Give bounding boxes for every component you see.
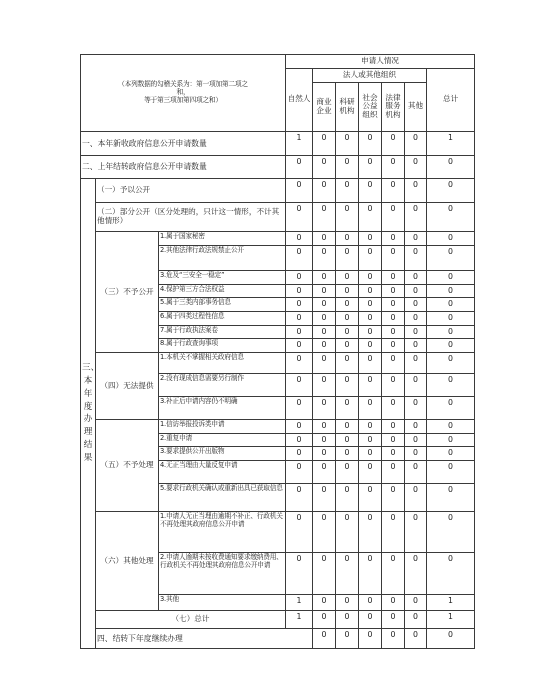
group-1-value: 0 [286,178,313,202]
group-3-item-value: 0 [313,325,336,339]
group-5-item-value: 0 [336,447,359,461]
group-5-item-label: 5.要求行政机关确认或重新出具已获取信息 [159,484,286,512]
group-6-item-value: 0 [313,595,336,611]
group-5-item-value: 0 [382,484,405,512]
group-1-value: 0 [427,178,475,202]
group-3-item-value: 0 [382,298,405,312]
group-5-item-value: 0 [427,461,475,484]
group-7-value: 0 [359,611,382,629]
col-research: 科研机构 [336,83,359,131]
group-4-item-value: 0 [405,352,427,373]
group-3-item-value: 0 [313,284,336,298]
row-value: 0 [286,155,313,178]
group-3-item-value: 0 [336,312,359,326]
group-5-item-value: 0 [382,447,405,461]
group-4-item-value: 0 [427,397,475,420]
government-info-disclosure-table [80,54,475,649]
group-5-item-value: 0 [286,447,313,461]
group-4-item-value: 0 [359,352,382,373]
group-2-value: 0 [313,202,336,231]
group-6-item-value: 0 [382,512,405,553]
group-4-item-value: 0 [336,352,359,373]
col-public-welfare: 社会公益组织 [359,83,382,131]
group-5-item-value: 0 [336,484,359,512]
group-6-item-value: 0 [382,553,405,595]
group-4-item-value: 0 [336,373,359,396]
row-value: 0 [313,131,336,155]
note-line-2: 和， [176,87,190,96]
group-3-item-label: 6.属于四类过程性信息 [159,312,286,326]
group-3-item-value: 0 [313,339,336,353]
group-5-item-label: 2.重复申请 [159,433,286,447]
group-5-item-value: 0 [359,484,382,512]
group-6-item-label: 3.其他 [159,595,286,611]
table-row [81,420,475,434]
group-7-value: 0 [336,611,359,629]
row-value: 0 [336,131,359,155]
group-3-item-value: 0 [336,325,359,339]
group-6-item-value: 0 [359,553,382,595]
group-2-value: 0 [336,202,359,231]
group-4-item-value: 0 [427,373,475,396]
group-6-item-value: 1 [286,595,313,611]
group-5-item-value: 0 [286,420,313,434]
group-4-item-value: 0 [313,373,336,396]
group-2-value: 0 [405,202,427,231]
group-5-item-value: 0 [427,484,475,512]
group-1-value: 0 [313,178,336,202]
row-4-value: 0 [427,628,475,648]
group-5-item-value: 0 [427,447,475,461]
table-row [81,155,475,178]
group-3-item-value: 0 [382,245,405,270]
group-3-label: （三）不予公开 [96,232,159,353]
group-4-item-value: 0 [313,352,336,373]
group-5-item-value: 0 [359,461,382,484]
group-3-item-value: 0 [382,325,405,339]
row-4-value: 0 [382,628,405,648]
table-row [81,628,475,648]
group-3-item-value: 0 [427,325,475,339]
group-5-item-value: 0 [286,461,313,484]
row-value: 1 [286,131,313,155]
group-3-item-value: 0 [286,284,313,298]
group-6-item-label: 1.申请人无正当理由逾期不补正、行政机关不再处理其政府信息公开申请 [159,512,286,553]
group-5-item-value: 0 [313,447,336,461]
row-value: 1 [427,131,475,155]
group-3-item-label: 1.属于国家秘密 [159,232,286,246]
group-4-item-label: 3.补正后申请内容仍不明确 [159,397,286,420]
group-3-item-value: 0 [336,298,359,312]
group-5-item-label: 1.信访举报投诉类申请 [159,420,286,434]
group-6-item-value: 0 [336,512,359,553]
group-3-item-value: 0 [427,232,475,246]
group-3-item-value: 0 [359,245,382,270]
group-3-item-value: 0 [359,298,382,312]
group-2-value: 0 [286,202,313,231]
group-5-item-value: 0 [286,433,313,447]
note-line-1: （本列数据的勾稽关系为：第一项加第二项之 [118,79,248,88]
col-natural-person: 自然人 [286,68,313,131]
group-3-item-value: 0 [427,312,475,326]
group-5-item-value: 0 [382,461,405,484]
group-5-item-value: 0 [313,420,336,434]
group-4-item-value: 0 [286,373,313,396]
group-3-item-value: 0 [286,312,313,326]
group-3-item-value: 0 [313,245,336,270]
group-3-item-label: 4.保护第三方合法权益 [159,284,286,298]
applicant-status-header: 申请人情况 [286,55,475,69]
table-row [81,131,475,155]
group-5-item-value: 0 [286,484,313,512]
group-4-item-value: 0 [405,373,427,396]
group-3-item-label: 7.属于行政执法案卷 [159,325,286,339]
group-5-item-value: 0 [427,433,475,447]
group-3-item-value: 0 [382,232,405,246]
group-1-value: 0 [359,178,382,202]
table-row [81,232,475,246]
group-4-item-value: 0 [405,397,427,420]
row-4-value: 0 [359,628,382,648]
group-4-item-label: 2.没有现成信息需要另行制作 [159,373,286,396]
group-3-item-value: 0 [359,271,382,285]
group-6-item-value: 0 [382,595,405,611]
group-3-item-value: 0 [359,339,382,353]
group-3-item-value: 0 [405,325,427,339]
group-3-item-value: 0 [382,284,405,298]
group-4-item-value: 0 [336,397,359,420]
group-4-item-value: 0 [382,397,405,420]
table-row [81,178,475,202]
row-4-label: 四、结转下年度继续办理 [96,628,313,648]
group-6-label: （六）其他处理 [96,512,159,611]
col-total: 总计 [427,68,475,131]
row-value: 0 [336,155,359,178]
group-6-item-label: 2.申请人逾期未按收费通知要求缴纳费用、行政机关不再处理其政府信息公开申请 [159,553,286,595]
group-5-item-value: 0 [405,484,427,512]
group-6-item-value: 1 [427,595,475,611]
col-commercial: 商业企业 [313,83,336,131]
row-value: 0 [313,155,336,178]
group-3-item-value: 0 [405,271,427,285]
group-4-item-label: 1.本机关不掌握相关政府信息 [159,352,286,373]
group-6-item-value: 0 [405,512,427,553]
group-5-item-label: 4.无正当理由大量反复申请 [159,461,286,484]
group-5-item-value: 0 [405,420,427,434]
group-3-item-value: 0 [405,232,427,246]
group-5-item-value: 0 [359,433,382,447]
group-5-item-value: 0 [382,433,405,447]
group-5-item-value: 0 [405,433,427,447]
group-1-value: 0 [336,178,359,202]
table-row [81,611,475,629]
group-7-value: 0 [313,611,336,629]
group-6-item-value: 0 [405,553,427,595]
note-cell [81,55,286,132]
group-7-label: （七）总计 [96,611,286,629]
group-3-item-value: 0 [286,245,313,270]
row-value: 0 [359,155,382,178]
group-3-item-value: 0 [359,325,382,339]
group-3-item-value: 0 [359,284,382,298]
group-3-item-value: 0 [336,271,359,285]
group-6-item-value: 0 [336,595,359,611]
group-3-item-label: 5.属于三类内部事务信息 [159,298,286,312]
row-4-value: 0 [336,628,359,648]
row-label: 二、上年结转政府信息公开申请数量 [81,155,286,178]
row-value: 0 [382,131,405,155]
group-3-item-value: 0 [313,271,336,285]
group-6-item-value: 0 [359,595,382,611]
row-label: 一、本年新收政府信息公开申请数量 [81,131,286,155]
group-3-item-value: 0 [427,298,475,312]
group-3-item-value: 0 [405,298,427,312]
group-1-label: （一）予以公开 [96,178,286,202]
row-value: 0 [427,155,475,178]
group-4-item-value: 0 [359,397,382,420]
row-value: 0 [405,155,427,178]
group-3-item-label: 2.其他法律行政法规禁止公开 [159,245,286,270]
row-4-value: 0 [313,628,336,648]
group-5-item-value: 0 [382,420,405,434]
group-4-label: （四）无法提供 [96,352,159,419]
group-6-item-value: 0 [405,595,427,611]
group-3-item-value: 0 [286,271,313,285]
group-6-item-value: 0 [427,512,475,553]
row-value: 0 [405,131,427,155]
row-value: 0 [382,155,405,178]
col-legal-service: 法律服务机构 [382,83,405,131]
group-3-item-value: 0 [313,312,336,326]
group-4-item-value: 0 [382,373,405,396]
group-5-item-label: 3.要求提供公开出版物 [159,447,286,461]
group-3-item-value: 0 [313,298,336,312]
group-5-item-value: 0 [359,447,382,461]
group-3-item-value: 0 [382,339,405,353]
table-row [81,512,475,553]
group-1-value: 0 [382,178,405,202]
group-4-item-value: 0 [382,352,405,373]
group-3-item-value: 0 [286,325,313,339]
group-3-item-value: 0 [313,232,336,246]
group-5-item-value: 0 [427,420,475,434]
group-3-item-value: 0 [359,232,382,246]
group-4-item-value: 0 [313,397,336,420]
col-other: 其他 [405,83,427,131]
row-4-value: 0 [405,628,427,648]
group-2-value: 0 [359,202,382,231]
group-3-item-value: 0 [336,245,359,270]
group-6-item-value: 0 [313,512,336,553]
section-3-label: 三、本年度办理结果 [81,178,96,648]
group-3-item-value: 0 [286,232,313,246]
group-6-item-value: 0 [427,553,475,595]
group-5-item-value: 0 [313,461,336,484]
group-3-item-value: 0 [405,284,427,298]
group-3-item-value: 0 [405,339,427,353]
note-line-3: 等于第三项加第四项之和） [144,95,222,104]
group-5-item-value: 0 [405,461,427,484]
group-2-value: 0 [427,202,475,231]
group-5-label: （五）不予处理 [96,420,159,512]
group-3-item-value: 0 [359,312,382,326]
group-7-value: 0 [405,611,427,629]
group-3-item-value: 0 [427,284,475,298]
group-6-item-value: 0 [359,512,382,553]
group-3-item-value: 0 [336,339,359,353]
group-5-item-value: 0 [336,433,359,447]
group-6-item-value: 0 [286,553,313,595]
group-5-item-value: 0 [313,484,336,512]
group-3-item-value: 0 [405,245,427,270]
group-2-value: 0 [382,202,405,231]
group-7-value: 1 [427,611,475,629]
group-1-value: 0 [405,178,427,202]
legal-entities-header: 法人或其他组织 [313,68,427,83]
group-3-item-value: 0 [336,232,359,246]
group-5-item-value: 0 [336,420,359,434]
group-7-value: 0 [382,611,405,629]
table-row [81,352,475,373]
group-6-item-value: 0 [313,553,336,595]
group-3-item-value: 0 [336,284,359,298]
group-3-item-value: 0 [382,271,405,285]
group-5-item-value: 0 [359,420,382,434]
group-3-item-value: 0 [405,312,427,326]
group-3-item-value: 0 [427,339,475,353]
group-3-item-value: 0 [427,245,475,270]
group-5-item-value: 0 [336,461,359,484]
group-3-item-label: 3.危及“三安全一稳定” [159,271,286,285]
group-4-item-value: 0 [427,352,475,373]
group-6-item-value: 0 [286,512,313,553]
group-2-label: （二）部分公开（区分处理的，只计这一情形，不计其他情形） [96,202,286,231]
group-4-item-value: 0 [286,397,313,420]
row-value: 0 [359,131,382,155]
group-3-item-label: 8.属于行政查询事项 [159,339,286,353]
group-3-item-value: 0 [427,271,475,285]
group-4-item-value: 0 [286,352,313,373]
table-row [81,202,475,231]
group-3-item-value: 0 [286,339,313,353]
group-4-item-value: 0 [359,373,382,396]
group-3-item-value: 0 [382,312,405,326]
group-5-item-value: 0 [405,447,427,461]
group-7-value: 1 [286,611,313,629]
group-5-item-value: 0 [313,433,336,447]
group-3-item-value: 0 [286,298,313,312]
group-6-item-value: 0 [336,553,359,595]
